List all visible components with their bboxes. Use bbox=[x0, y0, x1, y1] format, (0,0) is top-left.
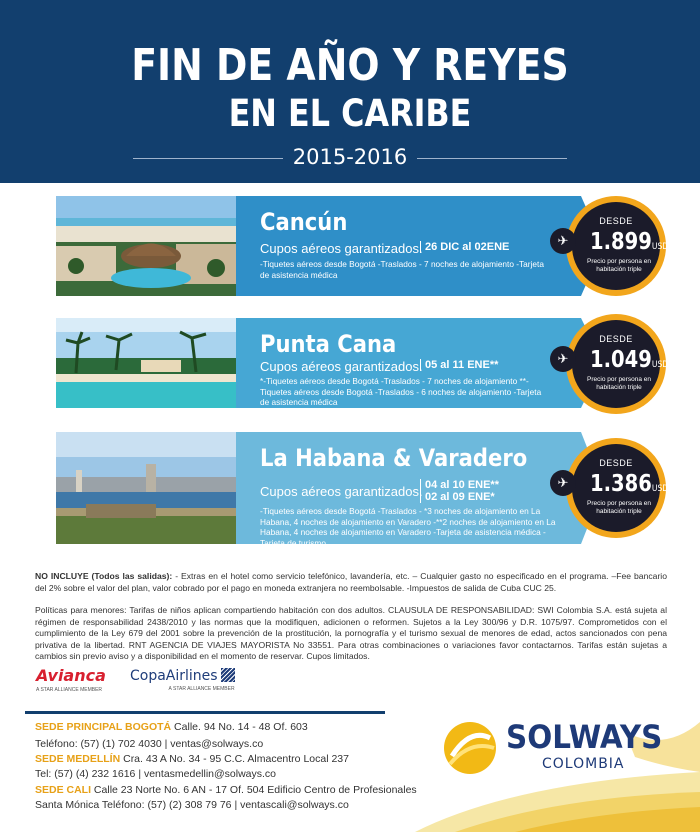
cancun-photo bbox=[56, 196, 236, 296]
cali-email[interactable]: ventascali@solways.co bbox=[240, 799, 349, 811]
currency: USD bbox=[651, 242, 669, 252]
date-range: 26 DIC al 02ENE bbox=[425, 241, 510, 253]
divider-right bbox=[417, 158, 567, 159]
price-value bbox=[590, 347, 668, 373]
cupos-text: Cupos aéreos garantizados. bbox=[260, 241, 423, 256]
avianca-name: Avianca bbox=[36, 666, 106, 685]
desde-label: DESDE bbox=[599, 216, 633, 226]
badge-center bbox=[572, 202, 669, 290]
title-line-2: EN EL CARIBE bbox=[228, 92, 472, 135]
contact-bogota-phone: Teléfono: (57) (1) 702 4030 | ventas@solways.co bbox=[35, 738, 264, 750]
sun-logo-icon bbox=[440, 718, 500, 778]
punta-cana-banner bbox=[236, 318, 581, 408]
years-line bbox=[0, 145, 700, 169]
currency: USD bbox=[651, 360, 669, 370]
currency: USD bbox=[651, 484, 669, 494]
offer-description: *-Tiquetes aéreos desde Bogotá -Traslados - 7 noches de alojamiento **-Tiquetes aéreos desde Bogotá -Traslados - 6 noches de alojamiento -Tarjeta de asistencia médica bbox=[260, 376, 542, 407]
punta-cana-photo bbox=[56, 318, 236, 408]
price-badge bbox=[557, 438, 669, 538]
offer-description: -Tiquetes aéreos desde Bogotá -Traslados - 7 noches de alojamiento -Tarjeta de asistencia médica bbox=[260, 259, 544, 280]
desde-label: DESDE bbox=[599, 334, 633, 344]
title-line-1: FIN DE AÑO Y REYES bbox=[131, 40, 569, 91]
offer-habana-varadero bbox=[56, 432, 669, 548]
medellin-address: Cra. 43 A No. 34 - 95 C.C. Almacentro Local 237 bbox=[120, 753, 349, 765]
habana-banner bbox=[236, 432, 581, 548]
copa-name: CopaAirlines bbox=[130, 668, 218, 684]
destination-title: La Habana & Varadero bbox=[260, 444, 528, 472]
price-value bbox=[590, 229, 668, 255]
plane-icon: ✈ bbox=[550, 470, 576, 496]
medellin-phone: Tel: (57) (4) 232 1616 bbox=[35, 768, 136, 780]
copa-logo bbox=[130, 668, 235, 692]
price-value bbox=[590, 471, 668, 497]
avianca-logo bbox=[36, 666, 106, 693]
cupos-text: Cupos aéreos garantizados. bbox=[260, 484, 423, 499]
bogota-phone: Teléfono: (57) (1) 702 4030 bbox=[35, 738, 162, 750]
brand-subtitle: COLOMBIA bbox=[542, 756, 625, 772]
price-note: Precio por persona en habitación triple bbox=[587, 376, 651, 391]
contact-bogota bbox=[35, 721, 308, 733]
bogota-label: SEDE PRINCIPAL BOGOTÁ bbox=[35, 721, 172, 733]
destination-title: Cancún bbox=[260, 208, 348, 236]
contact-medellin-phone: Tel: (57) (4) 232 1616 | ventasmedellin@solways.co bbox=[35, 768, 277, 780]
price-badge bbox=[557, 196, 669, 296]
travel-dates bbox=[420, 359, 498, 371]
badge-center bbox=[572, 444, 669, 532]
date-range: 05 al 11 ENE** bbox=[425, 359, 499, 371]
habana-photo bbox=[56, 432, 236, 544]
desde-label: DESDE bbox=[599, 458, 633, 468]
travel-dates bbox=[420, 479, 499, 503]
no-incluye-body: - Extras en el hotel como servicio telefónico, lavandería, etc. – Cualquier gasto no especificado en el programa. –Fee bancario del 2% sobre el valor del plan, valor cobrado por el pago en moneda extranjera no reembolsable. -Impuestos de salida de Cuba CUC 25. bbox=[35, 571, 667, 593]
cali-label: SEDE CALI bbox=[35, 784, 92, 796]
price-note: Precio por persona en habitación triple bbox=[587, 500, 651, 515]
price-note: Precio por persona en habitación triple bbox=[587, 258, 651, 273]
destination-title: Punta Cana bbox=[260, 330, 397, 358]
no-incluye-text bbox=[35, 571, 667, 594]
cupos-text: Cupos aéreos garantizados. bbox=[260, 359, 423, 374]
price-number: 1.386 bbox=[590, 471, 652, 497]
medellin-label: SEDE MEDELLÍN bbox=[35, 753, 121, 765]
offer-cancun bbox=[56, 196, 669, 296]
bogota-email[interactable]: ventas@solways.co bbox=[170, 738, 264, 750]
plane-icon: ✈ bbox=[550, 228, 576, 254]
price-number: 1.049 bbox=[590, 347, 652, 373]
copa-alliance: A STAR ALLIANCE MEMBER bbox=[168, 686, 235, 692]
offer-punta-cana bbox=[56, 318, 669, 408]
contact-medellin bbox=[35, 753, 349, 765]
badge-center bbox=[572, 320, 669, 408]
price-number: 1.899 bbox=[590, 229, 652, 255]
years-text: 2015-2016 bbox=[292, 145, 408, 169]
brand-name: SOLWAYS bbox=[506, 718, 663, 756]
header-banner bbox=[0, 0, 700, 183]
travel-dates bbox=[420, 241, 509, 253]
cancun-banner bbox=[236, 196, 581, 296]
avianca-alliance: A STAR ALLIANCE MEMBER bbox=[36, 687, 103, 693]
date-range-2: 02 al 09 ENE* bbox=[425, 491, 495, 503]
contact-cali bbox=[35, 784, 417, 796]
price-badge bbox=[557, 314, 669, 414]
bogota-address: Calle. 94 No. 14 - 48 Of. 603 bbox=[171, 721, 308, 733]
copa-mark-icon bbox=[221, 668, 235, 682]
contact-cali-phone: Santa Mónica Teléfono: (57) (2) 308 79 76 | ventascali@solways.co bbox=[35, 799, 349, 811]
policies-text: Políticas para menores: Tarifas de niños aplican compartiendo habitación con dos adultos. CLAUSULA DE RESPONSABILIDAD: SWI Colombia S.A. está sujeta al régimen de responsabilidad 2438/2010 y las normas que la modifiquen, adicionen o reformen. Sujetos a la Ley 300/96 y D.R. 1075/97. Comprometidos con el cumplimiento de la Ley 679 del 2001 sobre la prevención de la prostitución, la pornografía y el turismo sexual de menores de edad, actos sancionados con pena privativa de la libertad. RNT AGENCIA DE VIAJES MAYORISTA No 33551. Para otras combinaciones o variaciones favor contactarnos. Tarifas están sujetas a cambios sin previo aviso y a disponibilidad en el momento de reservar. Cupos limitados. bbox=[35, 605, 667, 661]
plane-icon: ✈ bbox=[550, 346, 576, 372]
divider-left bbox=[133, 158, 283, 159]
no-incluye-label: NO INCLUYE (Todos las salidas): bbox=[35, 571, 173, 581]
footer-divider bbox=[25, 711, 385, 714]
cali-address: Calle 23 Norte No. 6 AN - 17 Of. 504 Edificio Centro de Profesionales bbox=[91, 784, 417, 796]
date-range-1: 04 al 10 ENE** bbox=[425, 479, 499, 491]
medellin-email[interactable]: ventasmedellin@solways.co bbox=[143, 768, 277, 780]
cali-phone: Santa Mónica Teléfono: (57) (2) 308 79 76 bbox=[35, 799, 232, 811]
offer-description: -Tiquetes aéreos desde Bogotá -Traslados - *3 noches de alojamiento en La Habana, 4 noches de alojamiento en Varadero -**2 noches de alojamiento en La Habana, 4 noches de alojamiento en Varadero -Tarjeta de asistencia médica -Tarjeta de turismo bbox=[260, 506, 556, 548]
